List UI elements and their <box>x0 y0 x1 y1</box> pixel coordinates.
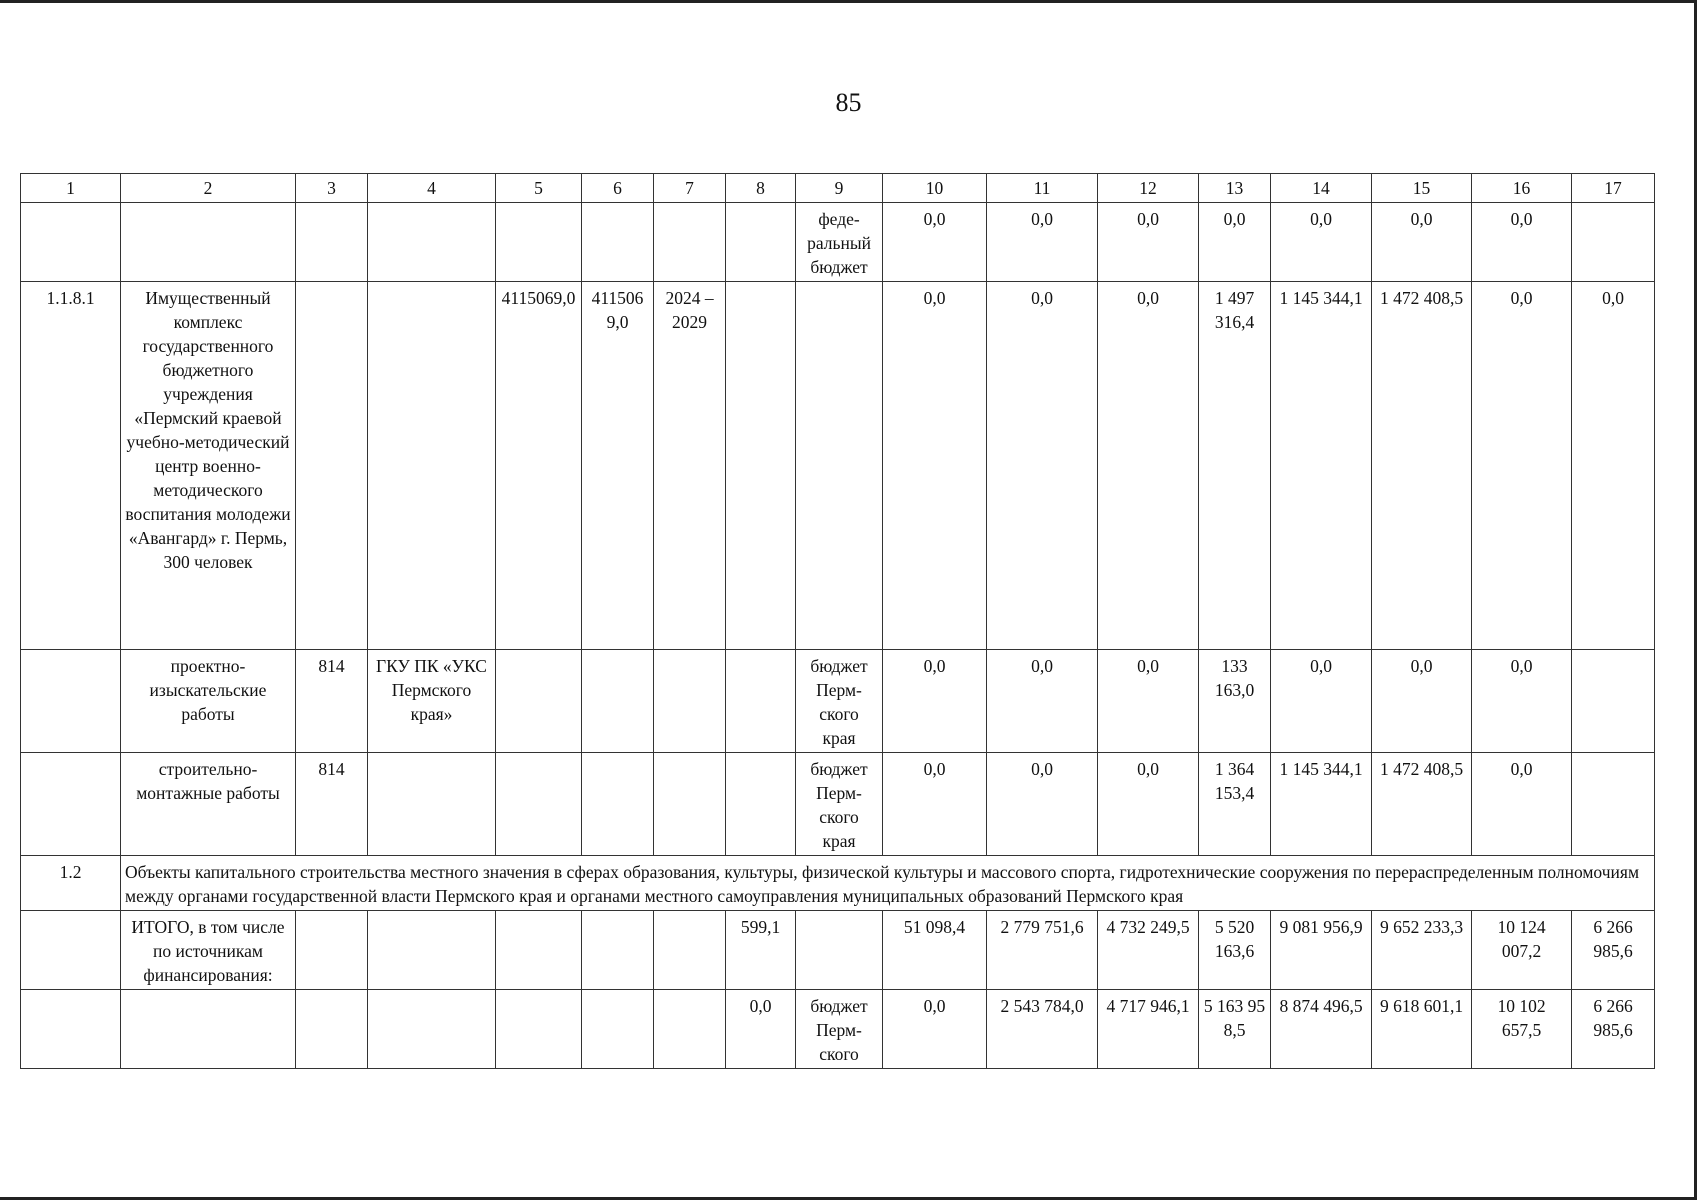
column-header: 9 <box>796 174 883 203</box>
table-cell: 0,0 <box>883 753 987 856</box>
page-number: 85 <box>835 88 862 117</box>
work-type: проектно- изыскательские работы <box>121 650 296 753</box>
table-cell: 10 102 657,5 <box>1472 990 1572 1069</box>
table-cell: 0,0 <box>1098 203 1199 282</box>
object-name: Имущественный комплекс государственного бюджетного учреждения «Пермский краевой учебно-методический центр военно-методического воспитания молодежи «Авангард» г. Пермь, 300 человек <box>121 282 296 650</box>
column-header: 10 <box>883 174 987 203</box>
row-number: 1.1.8.1 <box>21 282 121 650</box>
table-cell: 814 <box>296 650 368 753</box>
table-cell: 0,0 <box>1271 650 1372 753</box>
table-cell: 2 543 784,0 <box>987 990 1098 1069</box>
column-header: 17 <box>1572 174 1655 203</box>
table-cell: 0,0 <box>726 990 796 1069</box>
table-cell: 814 <box>296 753 368 856</box>
total-label: ИТОГО, в том числе по источникам финансирования: <box>121 911 296 990</box>
table-cell: 0,0 <box>1472 753 1572 856</box>
table-cell: 133 163,0 <box>1199 650 1271 753</box>
header-row <box>21 174 1655 203</box>
table-cell: 1 472 408,5 <box>1372 282 1472 650</box>
table-row-federal <box>21 203 1655 282</box>
section-title: Объекты капитального строительства местного значения в сферах образования, культуры, физической культуры и массового спорта, гидротехнические сооружения по перераспределенным полномочиям между органами государственной власти Пермского края и органами местного самоуправления муниципальных образований Пермского края <box>121 856 1655 911</box>
funding-source: бюджет Перм- ского <box>796 990 883 1069</box>
table-cell: 0,0 <box>883 282 987 650</box>
table-cell: 1 497 316,4 <box>1199 282 1271 650</box>
table-row-total <box>21 911 1655 990</box>
table-cell: 0,0 <box>1572 282 1655 650</box>
table-cell: 0,0 <box>987 753 1098 856</box>
table-cell: 5 163 95 8,5 <box>1199 990 1271 1069</box>
table-cell: 9 081 956,9 <box>1271 911 1372 990</box>
table-row-object <box>21 282 1655 650</box>
table-cell: 0,0 <box>987 203 1098 282</box>
table-cell: 0,0 <box>1472 203 1572 282</box>
table-cell: 0,0 <box>987 650 1098 753</box>
table-cell: 0,0 <box>1199 203 1271 282</box>
table-cell: 1 145 344,1 <box>1271 282 1372 650</box>
table-cell: 2 779 751,6 <box>987 911 1098 990</box>
table-cell: 6 266 985,6 <box>1572 990 1655 1069</box>
table-cell: 9 618 601,1 <box>1372 990 1472 1069</box>
column-header: 14 <box>1271 174 1372 203</box>
executor-cell: ГКУ ПК «УКС Пермского края» <box>368 650 496 753</box>
column-header: 3 <box>296 174 368 203</box>
column-header: 7 <box>654 174 726 203</box>
page-border-top <box>0 0 1697 3</box>
column-header: 5 <box>496 174 582 203</box>
table-row-section <box>21 856 1655 911</box>
column-header: 13 <box>1199 174 1271 203</box>
table-cell: 51 098,4 <box>883 911 987 990</box>
column-header: 2 <box>121 174 296 203</box>
column-header: 12 <box>1098 174 1199 203</box>
table-cell: 4115069,0 <box>496 282 582 650</box>
table-cell: 0,0 <box>1472 282 1572 650</box>
table-cell: 0,0 <box>1472 650 1572 753</box>
budget-table <box>20 173 1655 1069</box>
table-cell: 1 145 344,1 <box>1271 753 1372 856</box>
table-cell: 1 472 408,5 <box>1372 753 1472 856</box>
column-header: 6 <box>582 174 654 203</box>
table-cell: 0,0 <box>1271 203 1372 282</box>
funding-source: бюджет Перм- ского края <box>796 753 883 856</box>
column-header: 4 <box>368 174 496 203</box>
table-cell: 0,0 <box>883 203 987 282</box>
table-row-construction-works <box>21 753 1655 856</box>
table-cell: 0,0 <box>1098 753 1199 856</box>
table-cell: 0,0 <box>1098 282 1199 650</box>
table-cell: 599,1 <box>726 911 796 990</box>
table-cell: 411506 9,0 <box>582 282 654 650</box>
table-cell: 0,0 <box>987 282 1098 650</box>
funding-source: феде- ральный бюджет <box>796 203 883 282</box>
table-cell: 9 652 233,3 <box>1372 911 1472 990</box>
column-header: 11 <box>987 174 1098 203</box>
table-cell: 4 717 946,1 <box>1098 990 1199 1069</box>
column-header: 15 <box>1372 174 1472 203</box>
column-header: 1 <box>21 174 121 203</box>
period-cell: 2024 – 2029 <box>654 282 726 650</box>
table-row-regional-budget <box>21 990 1655 1069</box>
column-header: 16 <box>1472 174 1572 203</box>
work-type: строительно- монтажные работы <box>121 753 296 856</box>
table-cell: 6 266 985,6 <box>1572 911 1655 990</box>
column-header: 8 <box>726 174 796 203</box>
table-cell: 0,0 <box>883 990 987 1069</box>
table-cell: 0,0 <box>1098 650 1199 753</box>
table-row-design-works <box>21 650 1655 753</box>
row-number: 1.2 <box>21 856 121 911</box>
table-cell: 0,0 <box>1372 203 1472 282</box>
funding-source: бюджет Перм- ского края <box>796 650 883 753</box>
table-cell: 0,0 <box>883 650 987 753</box>
table-cell: 10 124 007,2 <box>1472 911 1572 990</box>
table-cell: 1 364 153,4 <box>1199 753 1271 856</box>
table-cell: 4 732 249,5 <box>1098 911 1199 990</box>
table-cell: 8 874 496,5 <box>1271 990 1372 1069</box>
table-cell: 5 520 163,6 <box>1199 911 1271 990</box>
table-cell: 0,0 <box>1372 650 1472 753</box>
